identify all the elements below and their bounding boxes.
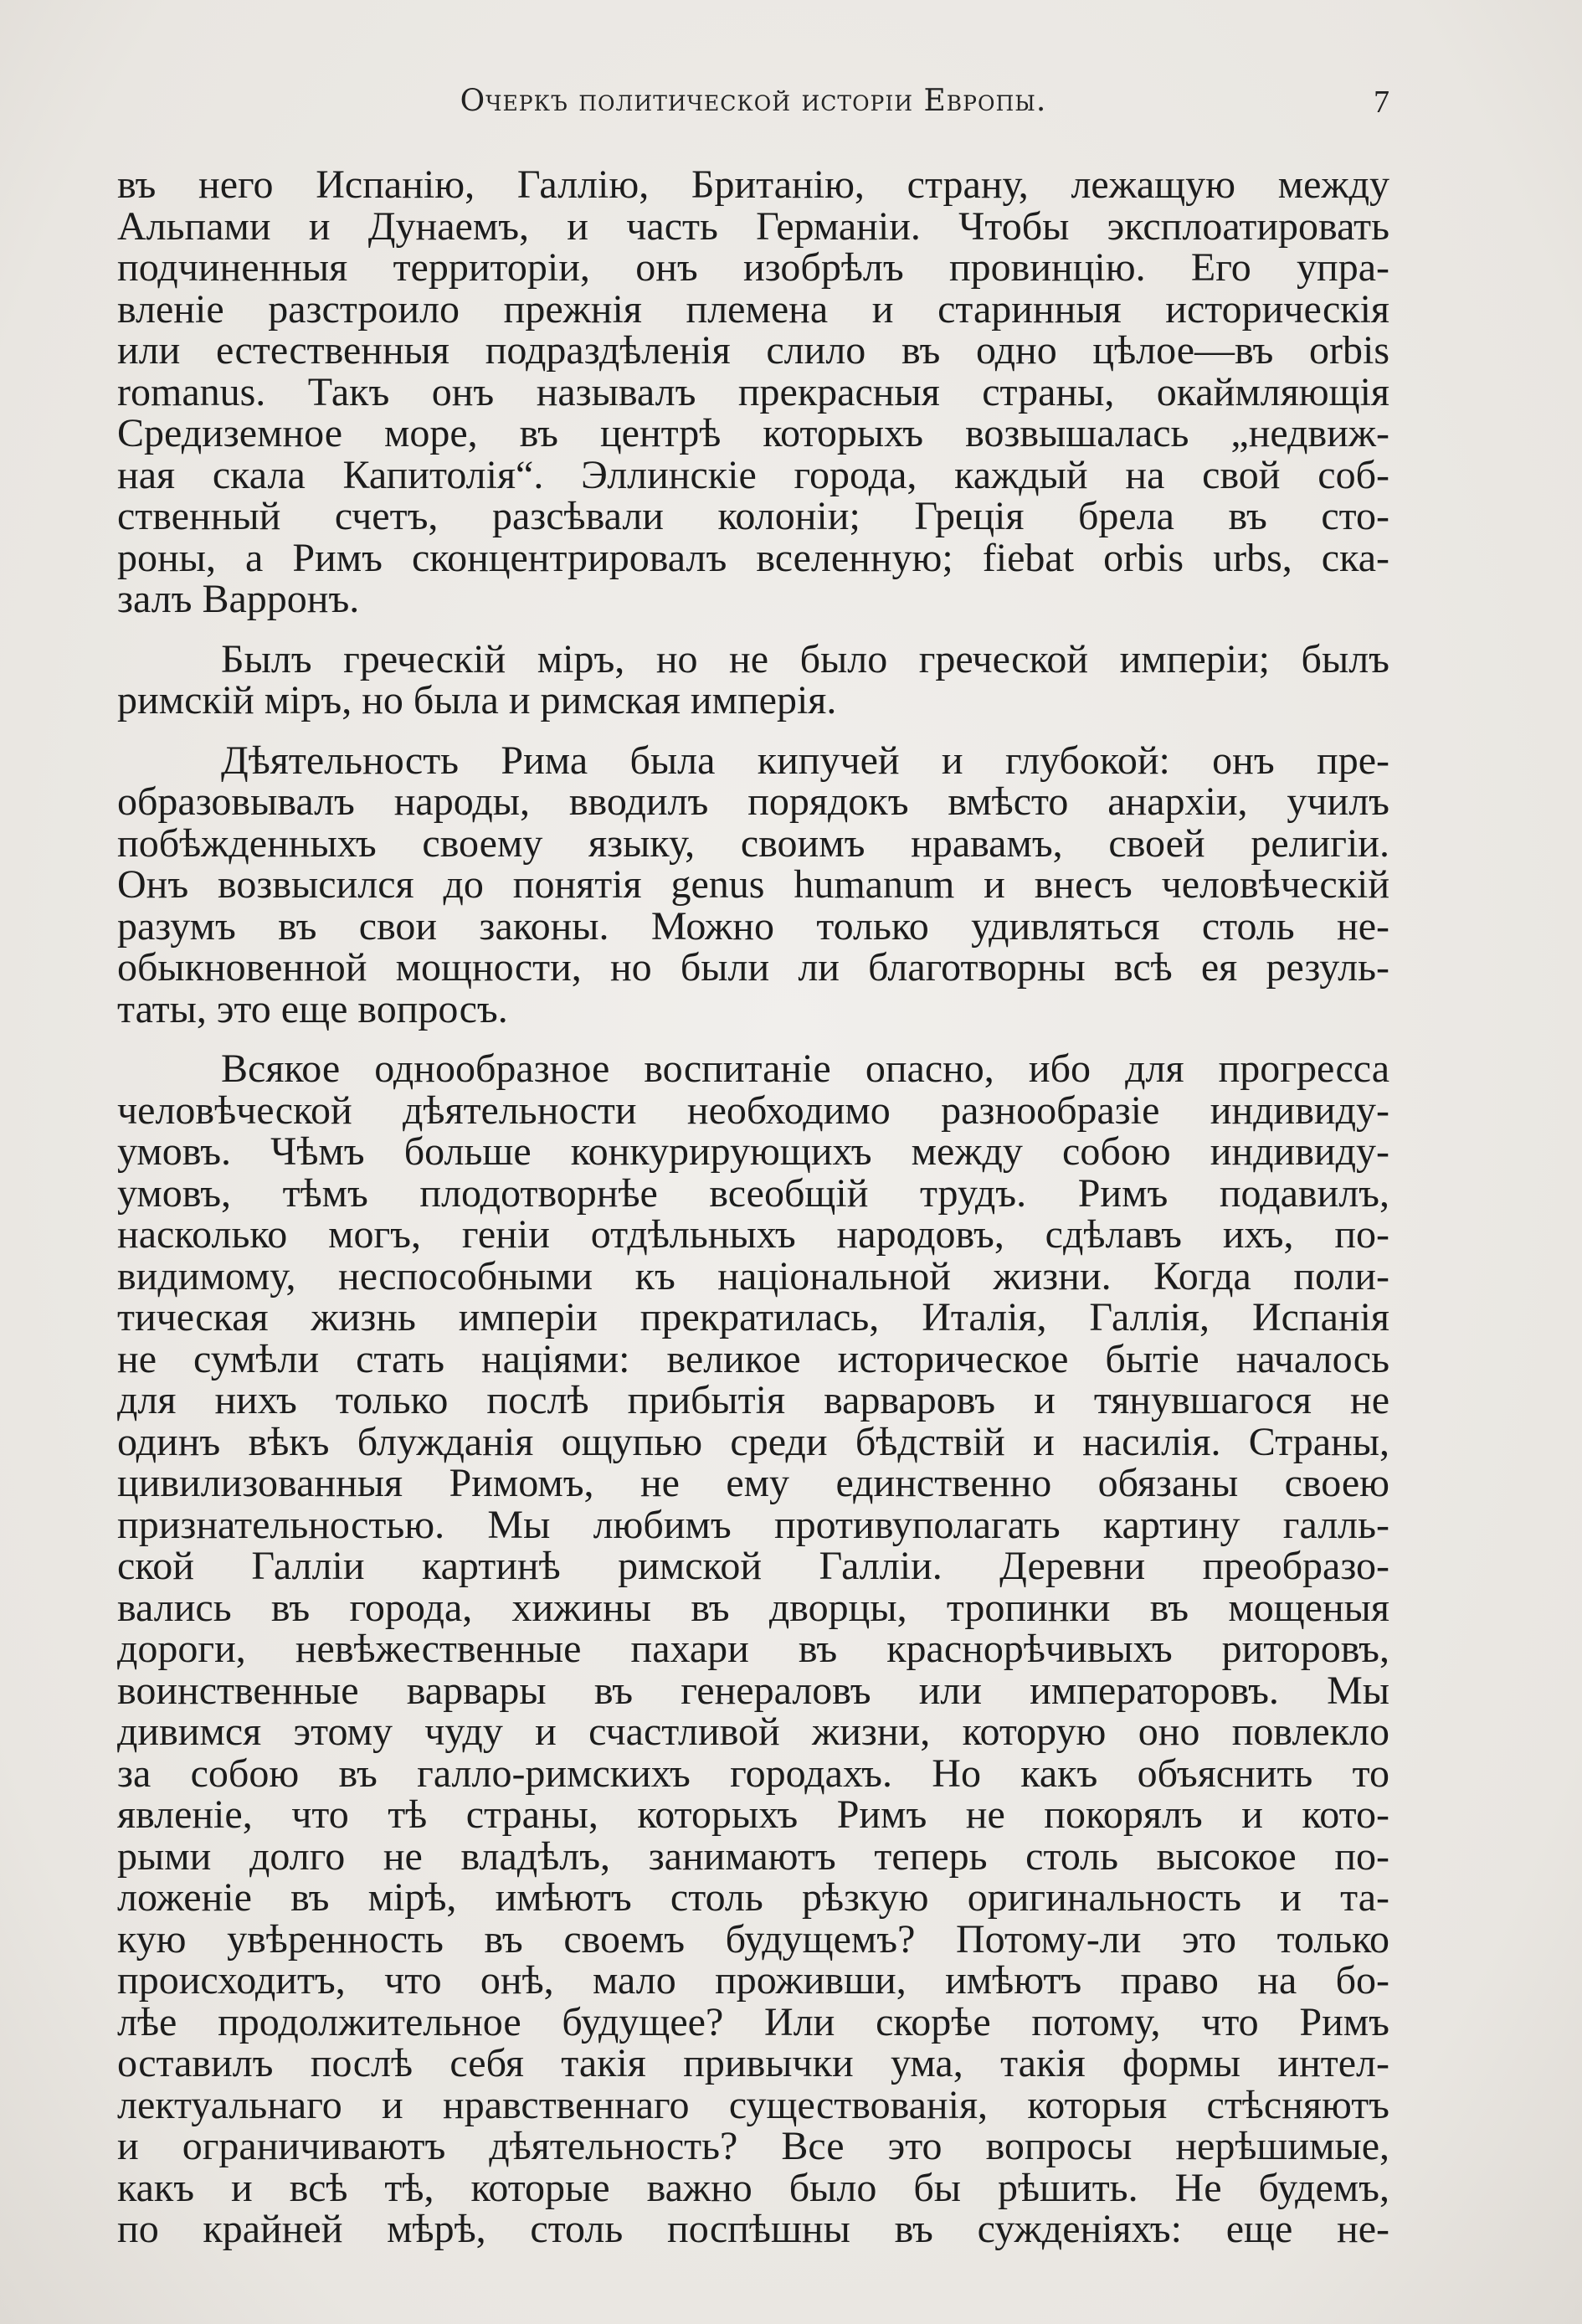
text-line: признательностью. Мы любимъ противуполагать картину галль- bbox=[117, 1502, 1389, 1547]
text-line: Всякое однообразное воспитаніе опасно, ибо для прогресса bbox=[221, 1046, 1389, 1091]
text-line: образовывалъ народы, вводилъ порядокъ вмѣсто анархіи, училъ bbox=[117, 779, 1389, 824]
text-line: ложеніе въ мірѣ, имѣютъ столь рѣзкую оригинальность и та- bbox=[117, 1875, 1389, 1920]
text-line: для нихъ только послѣ прибытія варваровъ и тянувшагося не bbox=[117, 1378, 1389, 1422]
text-line: вленіе разстроило прежнія племена и старинныя историческія bbox=[117, 286, 1389, 332]
text-line: кую увѣренность въ своемъ будущемъ? Потому-ли это только bbox=[117, 1916, 1389, 1962]
page-number: 7 bbox=[1374, 85, 1389, 120]
running-title: Очеркъ политической исторіи Европы. bbox=[460, 84, 1047, 118]
text-line: умовъ, тѣмъ плодотворнѣе всеобщій трудъ. Римъ подавилъ, bbox=[117, 1170, 1389, 1216]
text-line: обыкновенной мощности, но были ли благотворны всѣ ея резуль- bbox=[117, 945, 1389, 990]
text-line: воинственные варвары въ генераловъ или императоровъ. Мы bbox=[117, 1668, 1389, 1713]
text-line: разумъ въ свои законы. Можно только удивляться столь не- bbox=[117, 903, 1389, 949]
text-line: за собою въ галло-римскихъ городахъ. Но какъ объяснить то bbox=[117, 1751, 1389, 1796]
text-line: и ограничиваютъ дѣятельность? Все это вопросы нерѣшимые, bbox=[117, 2124, 1389, 2168]
paragraph bbox=[117, 164, 1389, 620]
text-line: тическая жизнь имперіи прекратилась, Италія, Галлія, Испанія bbox=[117, 1295, 1389, 1339]
text-line: въ него Испанію, Галлію, Британію, страну, лежащую между bbox=[117, 162, 1389, 207]
text-line: Дѣятельность Рима была кипучей и глубокой: онъ пре- bbox=[221, 738, 1389, 783]
page-header bbox=[117, 84, 1389, 134]
text-line: залъ Варронъ. bbox=[117, 577, 360, 621]
text-line: побѣжденныхъ своему языку, своимъ нравамъ, своей религіи. bbox=[117, 820, 1389, 866]
text-line: лѣе продолжительное будущее? Или скорѣе потому, что Римъ bbox=[117, 1999, 1389, 2044]
text-line: оставилъ послѣ себя такія привычки ума, такія формы интел- bbox=[117, 2041, 1389, 2085]
paragraph bbox=[117, 740, 1389, 1031]
text-line: одинъ вѣкъ блужданія ощупью среди бѣдствій и насилія. Страны, bbox=[117, 1419, 1389, 1464]
text-line: какъ и всѣ тѣ, которые важно было бы рѣшить. Не будемъ, bbox=[117, 2165, 1389, 2210]
text-line: Онъ возвысился до понятія genus humanum и внесъ человѣческій bbox=[117, 862, 1389, 907]
text-line: насколько могъ, геніи отдѣльныхъ народовъ, сдѣлавъ ихъ, по- bbox=[117, 1212, 1389, 1257]
text-line: человѣческой дѣятельности необходимо разнообразіе индивиду- bbox=[117, 1087, 1389, 1133]
text-line: лектуальнаго и нравственнаго существованія, которыя стѣсняютъ bbox=[117, 2082, 1389, 2127]
text-line: явленіе, что тѣ страны, которыхъ Римъ не покорялъ и кото- bbox=[117, 1792, 1389, 1837]
text-line: ная скала Капитолія“. Эллинскіе города, каждый на свой соб- bbox=[117, 452, 1389, 497]
text-line: умовъ. Чѣмъ больше конкурирующихъ между собою индивиду- bbox=[117, 1129, 1389, 1174]
paragraph bbox=[117, 1048, 1389, 2250]
text-line: не сумѣли стать націями: великое историческое бытіе началось bbox=[117, 1336, 1389, 1381]
text-line: или естественныя подраздѣленія слило въ одно цѣлое—въ orbis bbox=[117, 328, 1389, 373]
text-line: таты, это еще вопросъ. bbox=[117, 986, 508, 1031]
text-line: римскій міръ, но была и римская имперія. bbox=[117, 678, 837, 722]
text-line: происходитъ, что онѣ, мало проживши, имѣютъ право на бо- bbox=[117, 1958, 1389, 2003]
text-line: видимому, неспособными къ національной жизни. Когда поли- bbox=[117, 1253, 1389, 1298]
text-line: romanus. Такъ онъ называлъ прекрасныя страны, окаймляющія bbox=[117, 369, 1389, 414]
text-line: Былъ греческій міръ, но не было греческой имперіи; былъ bbox=[221, 636, 1389, 681]
text-line: рыми долго не владѣлъ, занимаютъ теперь столь высокое по- bbox=[117, 1833, 1389, 1879]
text-line: ской Галліи картинѣ римской Галліи. Деревни преобразо- bbox=[117, 1544, 1389, 1588]
text-line: роны, а Римъ сконцентрировалъ вселенную; fiebat orbis urbs, ска- bbox=[117, 535, 1389, 580]
text-line: по крайней мѣрѣ, столь поспѣшны въ сужденіяхъ: еще не- bbox=[117, 2207, 1389, 2251]
text-line: ственный счетъ, разсѣвали колоніи; Греція брела въ сто- bbox=[117, 494, 1389, 538]
text-line: Средиземное море, въ центрѣ которыхъ возвышалась „недвиж- bbox=[117, 411, 1389, 455]
text-line: дороги, невѣжественные пахари въ краснорѣчивыхъ риторовъ, bbox=[117, 1627, 1389, 1671]
text-line: подчиненныя территоріи, онъ изобрѣлъ провинцію. Его упра- bbox=[117, 245, 1389, 290]
text-line: вались въ города, хижины въ дворцы, тропинки въ мощеныя bbox=[117, 1585, 1389, 1630]
paragraph bbox=[117, 636, 1389, 722]
text-line: цивилизованныя Римомъ, не ему единственно обязаны своею bbox=[117, 1461, 1389, 1505]
text-body bbox=[117, 164, 1389, 2269]
text-line: Альпами и Дунаемъ, и часть Германіи. Чтобы эксплоатировать bbox=[117, 203, 1389, 249]
text-line: дивимся этому чуду и счастливой жизни, которую оно повлекло bbox=[117, 1710, 1389, 1754]
